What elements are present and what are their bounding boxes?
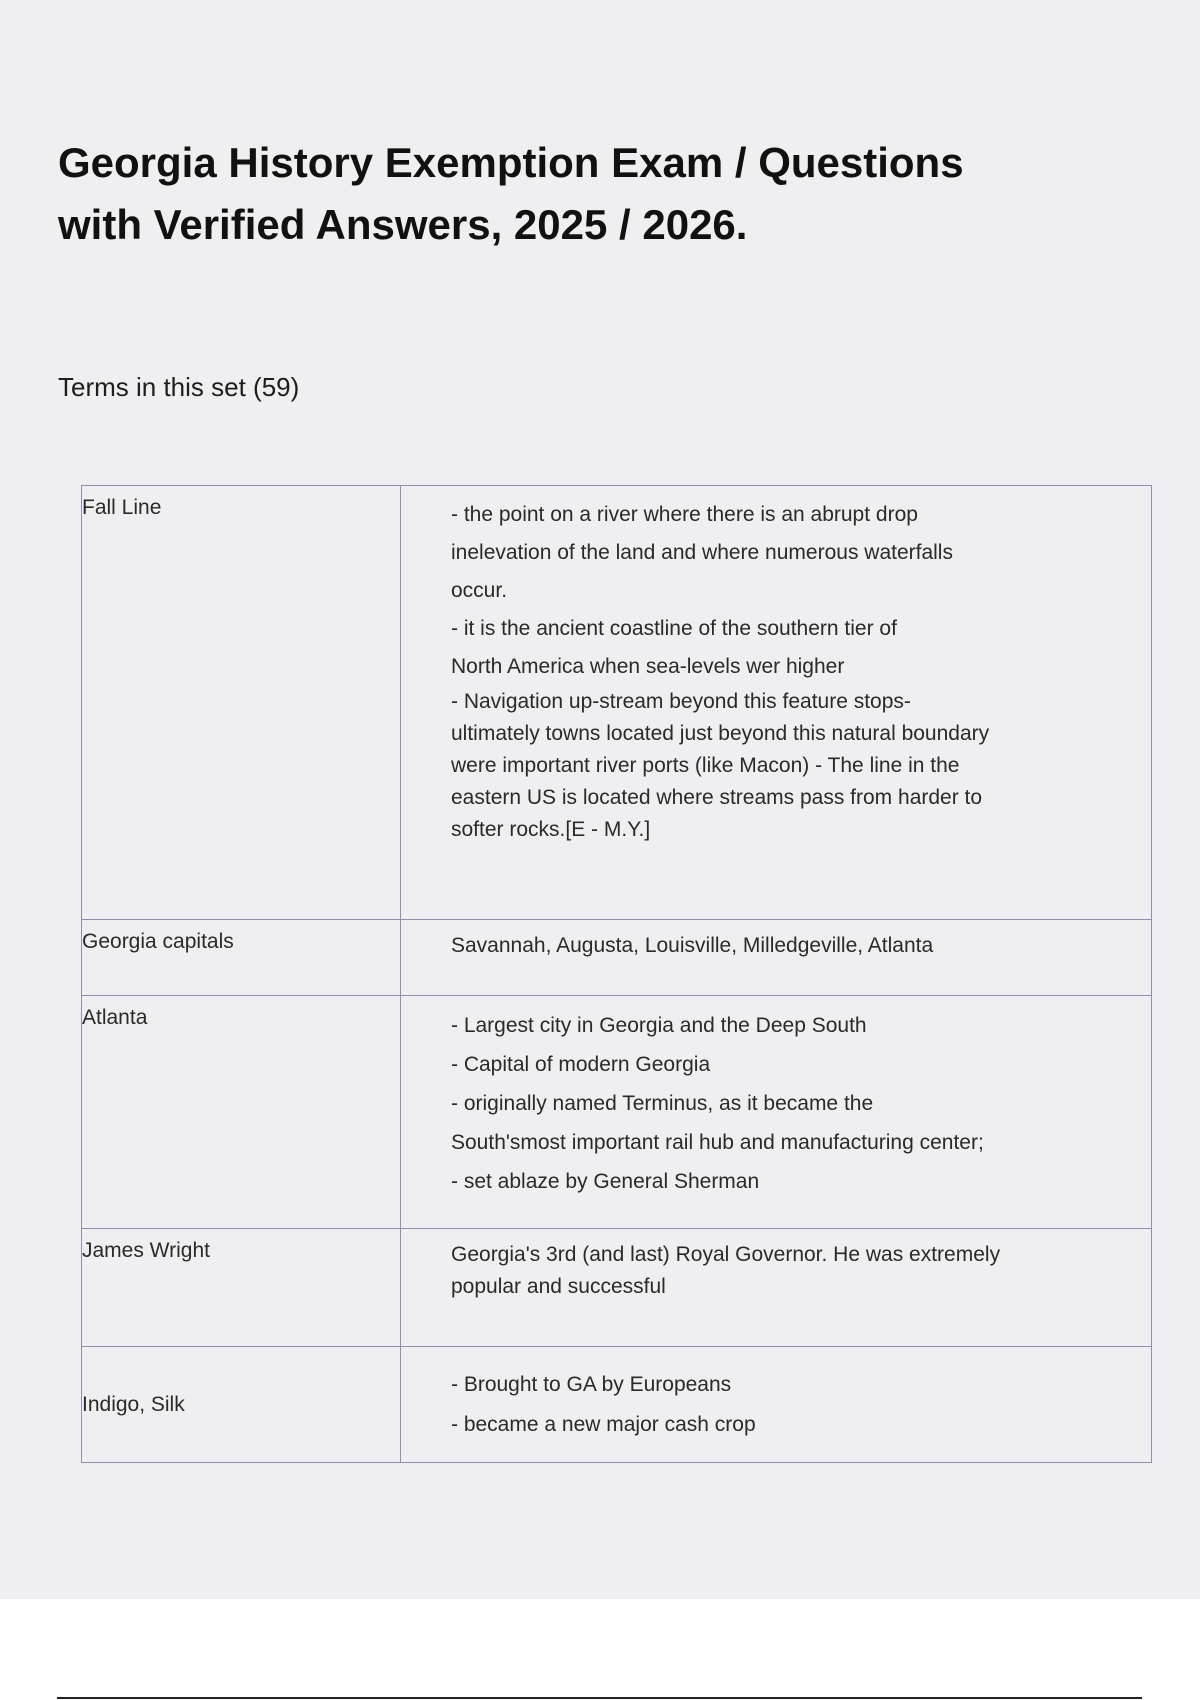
footer-divider [57, 1697, 1142, 1699]
definition-line: were important river ports (like Macon) - The line in the [451, 754, 960, 777]
definition-cell [401, 996, 1152, 1229]
term-label: Fall Line [82, 496, 162, 519]
definition-line: North America when sea-levels wer higher [451, 655, 845, 678]
definition-line: popular and successful [451, 1275, 666, 1298]
definition-line: inelevation of the land and where numerous waterfalls [451, 541, 953, 564]
table-row [82, 1229, 1152, 1347]
definition-cell [401, 1347, 1152, 1463]
terms-count-label: Terms in this set (59) [58, 372, 300, 402]
definition-line: Georgia's 3rd (and last) Royal Governor. He was extremely [451, 1243, 1001, 1266]
term-cell [82, 486, 401, 920]
definition-line: - Navigation up-stream beyond this feature stops- [451, 690, 911, 713]
definition-line: - Largest city in Georgia and the Deep South [451, 1014, 867, 1037]
term-label: Georgia capitals [82, 930, 234, 953]
definition-cell [401, 486, 1152, 920]
term-cell [82, 920, 401, 996]
term-label: Atlanta [82, 1006, 148, 1029]
page-title: Georgia History Exemption Exam / Questions with Verified Answers, 2025 / 2026. [58, 139, 964, 248]
definition-line: eastern US is located where streams pass from harder to [451, 786, 983, 809]
definition-line: South'smost important rail hub and manufacturing center; [451, 1131, 984, 1154]
table-row [82, 486, 1152, 920]
term-cell [82, 1229, 401, 1347]
table-row [82, 996, 1152, 1229]
definition-cell [401, 1229, 1152, 1347]
table-row [82, 920, 1152, 996]
definition-line: softer rocks.[E - M.Y.] [451, 818, 651, 841]
definition-line: Savannah, Augusta, Louisville, Milledgeville, Atlanta [451, 934, 934, 957]
definition-line: - set ablaze by General Sherman [451, 1170, 760, 1193]
definition-line: - originally named Terminus, as it became the [451, 1092, 874, 1115]
term-cell [82, 996, 401, 1229]
table-row [82, 1347, 1152, 1463]
definition-line: occur. [451, 579, 508, 602]
definition-line: - the point on a river where there is an abrupt drop [451, 503, 918, 526]
definition-line: - became a new major cash crop [451, 1412, 756, 1436]
terms-table [81, 485, 1152, 1463]
definition-line: ultimately towns located just beyond this natural boundary [451, 722, 990, 745]
term-cell [82, 1347, 401, 1463]
term-label: Indigo, Silk [82, 1392, 185, 1416]
definition-line: - it is the ancient coastline of the southern tier of [451, 617, 897, 640]
definition-cell [401, 920, 1152, 996]
definition-line: - Capital of modern Georgia [451, 1053, 711, 1076]
definition-line: - Brought to GA by Europeans [451, 1372, 732, 1396]
term-label: James Wright [82, 1239, 210, 1262]
